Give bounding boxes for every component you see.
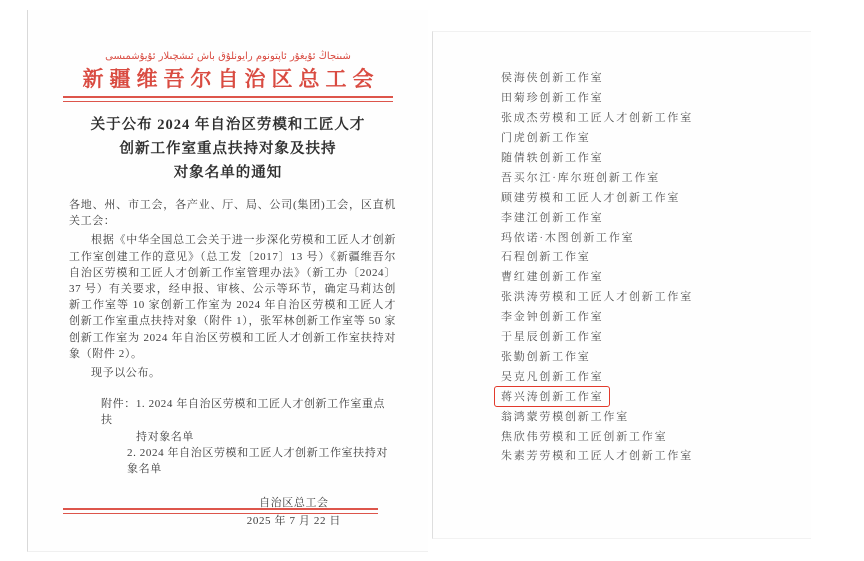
title-line-2: 创新工作室重点扶持对象及扶持 — [119, 141, 337, 157]
footer-rule — [63, 508, 378, 514]
attachment-1-continuation: 持对象名单 — [136, 430, 194, 443]
attachment-2-text: 2. 2024 年自治区劳模和工匠人才创新工作室扶持对象名单 — [127, 446, 388, 476]
studio-name: 于星辰创新工作室 — [501, 331, 604, 344]
studio-name: 曹红建创新工作室 — [501, 271, 604, 284]
list-item — [501, 207, 811, 227]
attachments-label: 附件： — [101, 398, 136, 411]
studio-name: 玛依诺·木图创新工作室 — [501, 231, 635, 244]
studio-name: 焦欣伟劳模和工匠创新工作室 — [501, 430, 668, 443]
list-item — [501, 68, 811, 88]
list-item — [501, 187, 811, 207]
studio-name: 翁鸿蒙劳模创新工作室 — [501, 410, 629, 423]
list-item — [501, 307, 811, 327]
list-item — [501, 88, 811, 108]
title-line-1: 关于公布 2024 年自治区劳模和工匠人才 — [90, 117, 366, 133]
studio-name: 吴克凡创新工作室 — [501, 370, 604, 383]
publish-line: 现予以公布。 — [91, 367, 161, 380]
list-page — [432, 31, 811, 539]
studio-name: 随倩轶创新工作室 — [501, 152, 604, 165]
signature-org: 自治区总工会 — [259, 497, 329, 510]
list-item — [501, 267, 811, 287]
studio-name: 田菊珍创新工作室 — [501, 92, 604, 105]
list-item — [501, 346, 811, 366]
studio-name: 张勤创新工作室 — [501, 350, 591, 363]
studio-name: 门虎创新工作室 — [501, 132, 591, 145]
title-line-3: 对象名单的通知 — [173, 165, 283, 181]
letterhead-uyghur-line: شىنجاڭ ئۇيغۇر ئاپتونوم رايونلۇق باش ئىشچىلار ئۇيۇشمىسى — [105, 51, 351, 62]
attachment-1-text: 1. 2024 年自治区劳模和工匠人才创新工作室重点扶 — [101, 398, 386, 427]
list-item — [501, 446, 811, 466]
list-item — [501, 247, 811, 267]
list-item — [501, 287, 811, 307]
studio-name: 石程创新工作室 — [501, 251, 591, 264]
list-item — [501, 148, 811, 168]
notice-title — [28, 113, 428, 185]
list-item — [501, 366, 811, 386]
letterhead-divider-rule — [63, 96, 393, 102]
attachments-block — [69, 396, 396, 477]
studio-name: 张成杰劳模和工匠人才创新工作室 — [501, 112, 693, 125]
body-paragraph: 根据《中华全国总工会关于进一步深化劳模和工匠人才创新工作室创建工作的意见》（总工发〔2017〕13 号）《新疆维吾尔自治区劳模和工匠人才创新工作室管理办法》（新工办〔2024〕37 号）有关要求，经申报、审核、公示等环节，确定马莉达创新工作室等 10 家创新工作室为 2024 年自治区劳模和工匠人才创新工作室重点扶持对象（附件 1），张军林创新工作室等 50 家创新工作室为 2024 年自治区劳模和工匠人才创新工作室扶持对象（附件 2）。 — [69, 234, 396, 360]
studio-list — [433, 32, 811, 466]
letterhead-org-name: 新疆维吾尔自治区总工会 — [82, 67, 380, 91]
list-item — [501, 386, 811, 406]
list-item — [501, 406, 811, 426]
studio-name: 张洪涛劳模和工匠人才创新工作室 — [501, 291, 693, 304]
signature-date: 2025 年 7 月 22 日 — [246, 514, 341, 527]
list-item — [501, 167, 811, 187]
attachment-line-1 — [101, 396, 396, 428]
notice-body — [69, 197, 396, 530]
list-item — [501, 426, 811, 446]
studio-name: 李建江创新工作室 — [501, 211, 604, 224]
list-item — [501, 327, 811, 347]
notice-page — [27, 10, 428, 552]
studio-name: 李金钟创新工作室 — [501, 311, 604, 324]
studio-name: 侯海侠创新工作室 — [501, 72, 604, 85]
list-item — [501, 128, 811, 148]
salutation-line: 各地、州、市工会，各产业、厅、局、公司(集团)工会，区直机关工会： — [69, 199, 396, 228]
list-item — [501, 108, 811, 128]
studio-name: 吾买尔江·库尔班创新工作室 — [501, 171, 661, 184]
studio-name: 顾建劳模和工匠人才创新工作室 — [501, 191, 681, 204]
list-item — [501, 227, 811, 247]
studio-name: 蒋兴涛创新工作室 — [494, 386, 610, 407]
studio-name: 朱素芳劳模和工匠人才创新工作室 — [501, 450, 693, 463]
